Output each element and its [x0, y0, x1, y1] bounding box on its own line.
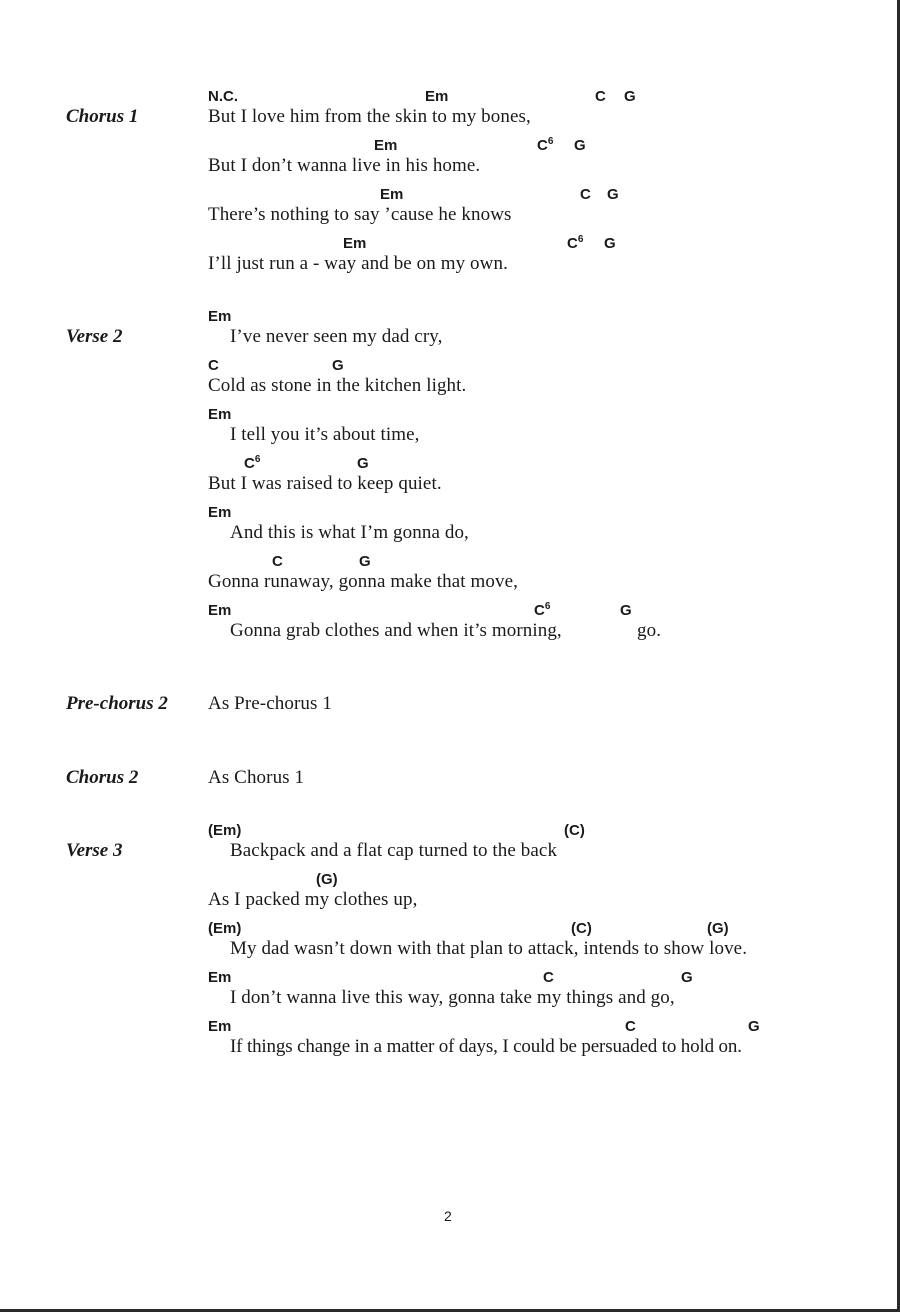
chord-g: G [620, 602, 632, 619]
lyric-verse2-line4: But I was raised to keep quiet. [208, 473, 442, 494]
chord-extension: 6 [547, 136, 554, 147]
lyric-chorus1-line3: There’s nothing to say ’cause he knows [208, 204, 512, 225]
chord-em: Em [425, 88, 449, 105]
chord-extension: 6 [254, 454, 261, 465]
chord-g: G [624, 88, 636, 105]
lyric-verse2-line6: Gonna runaway, gonna make that move, [208, 571, 518, 592]
section-label-pre-chorus-2: Pre-chorus 2 [66, 693, 168, 714]
chord-em-optional: (Em) [208, 920, 242, 937]
chord-c: C [580, 186, 591, 203]
lyric-verse3-line2: As I packed my clothes up, [208, 889, 418, 910]
section-label-verse-3: Verse 3 [66, 840, 123, 861]
chord-em: Em [374, 137, 398, 154]
chord-root: C [534, 602, 545, 619]
chord-g-optional: (G) [707, 920, 729, 937]
chord-c6 [534, 602, 550, 619]
chord-c-optional: (C) [571, 920, 592, 937]
chorus2-instruction: As Chorus 1 [208, 767, 305, 788]
chord-em: Em [208, 1018, 232, 1035]
chord-c6 [567, 235, 583, 252]
chord-c: C [595, 88, 606, 105]
chord-em: Em [208, 406, 232, 423]
lyric-verse2-line7: Gonna grab clothes and when it’s morning, [230, 620, 562, 641]
chord-nc: N.C. [208, 88, 238, 105]
chord-g: G [359, 553, 371, 570]
section-label-chorus-1: Chorus 1 [66, 106, 139, 127]
prechorus2-instruction: As Pre-chorus 1 [208, 693, 332, 714]
chord-g: G [604, 235, 616, 252]
lyric-verse3-line4: I don’t wanna live this way, gonna take my things and go, [230, 987, 675, 1008]
chord-em: Em [208, 969, 232, 986]
page-number: 2 [444, 1208, 452, 1224]
chord-extension: 6 [577, 234, 584, 245]
chord-c6 [244, 455, 260, 472]
lyric-chorus1-line1: But I love him from the skin to my bones, [208, 106, 531, 127]
lyric-verse2-line7-end: go. [637, 620, 662, 641]
chord-g: G [574, 137, 586, 154]
chord-c: C [625, 1018, 636, 1035]
chord-em: Em [380, 186, 404, 203]
chord-em-optional: (Em) [208, 822, 242, 839]
chord-em: Em [343, 235, 367, 252]
chord-c: C [543, 969, 554, 986]
section-label-verse-2: Verse 2 [66, 326, 123, 347]
chord-c: C [272, 553, 283, 570]
lyric-verse3-line5: If things change in a matter of days, I could be persuaded to hold on. [230, 1036, 742, 1057]
chord-em: Em [208, 602, 232, 619]
chord-g: G [357, 455, 369, 472]
lyric-chorus1-line4: I’ll just run a - way and be on my own. [208, 253, 508, 274]
lyric-chorus1-line2: But I don’t wanna live in his home. [208, 155, 481, 176]
section-label-chorus-2: Chorus 2 [66, 767, 139, 788]
lyric-verse2-line3: I tell you it’s about time, [230, 424, 420, 445]
chord-em: Em [208, 308, 232, 325]
chord-extension: 6 [544, 601, 551, 612]
lyric-verse3-line3: My dad wasn’t down with that plan to attack, intends to show love. [230, 938, 748, 959]
chord-root: C [244, 455, 255, 472]
chord-em: Em [208, 504, 232, 521]
chord-g: G [681, 969, 693, 986]
chord-g-optional: (G) [316, 871, 338, 888]
lyric-verse3-line1: Backpack and a flat cap turned to the back [230, 840, 558, 861]
chord-g: G [607, 186, 619, 203]
chord-g: G [748, 1018, 760, 1035]
lyric-verse2-line5: And this is what I’m gonna do, [230, 522, 469, 543]
lyric-verse2-line1: I’ve never seen my dad cry, [230, 326, 443, 347]
chord-c-optional: (C) [564, 822, 585, 839]
chord-root: C [567, 235, 578, 252]
chord-c: C [208, 357, 219, 374]
chord-c6 [537, 137, 553, 154]
chord-g: G [332, 357, 344, 374]
chord-root: C [537, 137, 548, 154]
lyric-verse2-line2: Cold as stone in the kitchen light. [208, 375, 467, 396]
